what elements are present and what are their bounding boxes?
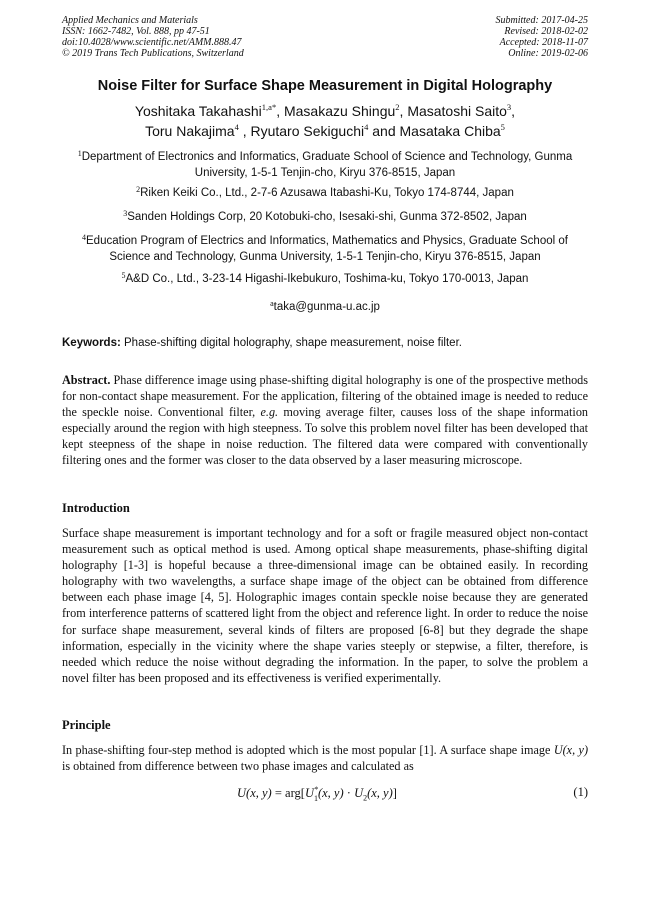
author-separator: , — [238, 123, 251, 139]
affiliation-2 — [62, 185, 588, 201]
eq-equals: = — [271, 786, 286, 801]
author-separator: , — [399, 103, 408, 119]
corresponding-email — [62, 299, 588, 315]
equation-number: (1) — [573, 785, 588, 799]
journal-header-right — [496, 15, 589, 59]
revised-date: Revised: 2018-02-02 — [504, 26, 588, 37]
abstract — [62, 372, 588, 469]
author-sup: 4 — [234, 122, 239, 132]
email-link[interactable]: taka@gunma-u.ac.jp — [273, 301, 380, 313]
eq-u1-args: (x, y) — [317, 786, 344, 801]
author-sup: 5 — [500, 122, 505, 132]
author-list — [40, 101, 610, 141]
journal-issn: ISSN: 1662-7482, Vol. 888, pp 47-51 — [62, 26, 210, 37]
abstract-label: Abstract. — [62, 373, 111, 387]
keywords-text: Phase-shifting digital holography, shape measurement, noise filter. — [124, 337, 462, 349]
journal-copyright: © 2019 Trans Tech Publications, Switzerland — [62, 48, 244, 59]
eq-func: arg — [285, 786, 301, 801]
equation-body — [237, 785, 397, 803]
abstract-text-1: Phase difference image using phase-shifting digital holography is one of the prospective methods for non-contact shape measurement. For the application, filtering of the obtained image is needed to reduce the speckle noise. Conventional filter, — [62, 373, 589, 420]
principle-text-2: is obtained from difference between two phase images and calculated as — [62, 759, 414, 774]
author-sup: 3 — [506, 102, 512, 112]
eq-dot: · — [343, 786, 355, 801]
author-name: Toru Nakajima — [145, 123, 235, 139]
eq-u1: U — [304, 786, 314, 801]
affiliation-4 — [62, 233, 588, 265]
paper-title: Noise Filter for Surface Shape Measurement in Digital Holography — [97, 78, 553, 94]
author-sup: 4 — [364, 122, 369, 132]
author-name: Ryutaro Sekiguchi — [250, 123, 365, 139]
principle-heading: Principle — [62, 718, 111, 732]
abstract-eg: e.g. — [260, 405, 279, 420]
eq-u2-sub: 2 — [363, 793, 368, 803]
affiliation-5 — [62, 271, 588, 287]
author-name: Masakazu Shingu — [283, 103, 396, 119]
eq-u2: U — [354, 786, 364, 801]
principle-text — [62, 742, 588, 774]
keywords-label: Keywords: — [62, 337, 121, 349]
eq-close: ] — [392, 786, 397, 801]
keywords — [62, 336, 588, 350]
eq-u1-sup: * — [313, 785, 318, 794]
affiliation-text: Riken Keiki Co., Ltd., 2-7-6 Azusawa Itabashi-Ku, Tokyo 174-8744, Japan — [140, 187, 514, 199]
affiliation-sup: 2 — [136, 185, 141, 194]
affiliation-sup: 3 — [123, 209, 128, 218]
affiliation-sup: 5 — [121, 271, 126, 280]
affiliation-sup: 1 — [77, 149, 82, 158]
affiliation-sup: 4 — [82, 233, 87, 242]
eq-u1-sub: 1 — [313, 793, 318, 803]
author-separator: and — [368, 123, 400, 139]
journal-doi[interactable]: doi:10.4028/www.scientific.net/AMM.888.47 — [62, 37, 242, 48]
author-name: Masataka Chiba — [399, 123, 501, 139]
introduction-text: Surface shape measurement is important technology and for a soft or fragile measured object non-contact measurement such as optical method is used. Among optical shape measurements, phase-shifting digital holography [1-3] is hopeful because a three-dimensional image can be obtained easily. In recording holography with two wavelengths, a surface shape image of the object can be obtained from difference between each phase image [4, 5]. Holographic images contain speckle noise because they are generated from interference patterns of scattered light from the object and reference light. In order to reduce the noise for surface shape measurement, several kinds of filters are proposed [6-8] but they degrade the shape information, especially in the vicinity where the shape varies steeply or stepwise, a filter, therefore, is needed which reduce the noise without degrading the information. In the paper, to solve the problem a novel filter has been proposed and its effectiveness is verified experimentally. — [62, 526, 588, 685]
affiliation-1 — [62, 149, 588, 181]
author-separator: , — [276, 103, 284, 119]
author-name: Yoshitaka Takahashi — [134, 103, 262, 119]
eq-open: [ — [300, 786, 305, 801]
accepted-date: Accepted: 2018-11-07 — [499, 37, 588, 48]
author-sup: 2 — [395, 102, 400, 112]
journal-header-left — [62, 15, 244, 59]
introduction-heading: Introduction — [62, 501, 130, 515]
submitted-date: Submitted: 2017-04-25 — [495, 15, 588, 26]
journal-name: Applied Mechanics and Materials — [62, 15, 198, 26]
principle-text-1: In phase-shifting four-step method is adopted which is the most popular [1]. A surface shape image — [62, 743, 551, 757]
affiliation-sup: a — [270, 299, 274, 308]
affiliation-3 — [62, 209, 588, 225]
online-date: Online: 2019-02-06 — [508, 48, 588, 59]
eq-lhs: U(x, y) — [237, 786, 272, 801]
abstract-text-2: moving average filter, causes loss of the shape information especially around the region with high steepness. To solve this problem novel filter has been developed that kept steepness of the shape in noise reduction. The filtered data were compared with conventionally filtering ones and the former was closer to the data observed by a laser measuring microscope. — [62, 405, 589, 468]
eq-u2-args: (x, y) — [367, 786, 393, 801]
author-name: Masatoshi Saito — [407, 103, 507, 119]
affiliation-text: Department of Electronics and Informatics, Graduate School of Science and Technology, Gunma University, 1-5-1 Tenjin-cho, Kiryu 376-8515, Japan — [81, 151, 573, 179]
affiliation-text: A&D Co., Ltd., 3-23-14 Higashi-Ikebukuro, Toshima-ku, Tokyo 170-0013, Japan — [125, 273, 529, 285]
author-separator: , — [511, 103, 516, 119]
author-sup: 1,a* — [261, 102, 277, 112]
affiliation-text: Education Program of Electrics and Informatics, Mathematics and Physics, Graduate School of Science and Technology, Gunma University, 1-5-1 Tenjin-cho, Kiryu 376-8515, Japan — [86, 235, 568, 263]
principle-symbol: U(x, y) — [553, 743, 588, 757]
affiliation-text: Sanden Holdings Corp, 20 Kotobuki-cho, Isesaki-shi, Gunma 372-8502, Japan — [127, 211, 527, 223]
